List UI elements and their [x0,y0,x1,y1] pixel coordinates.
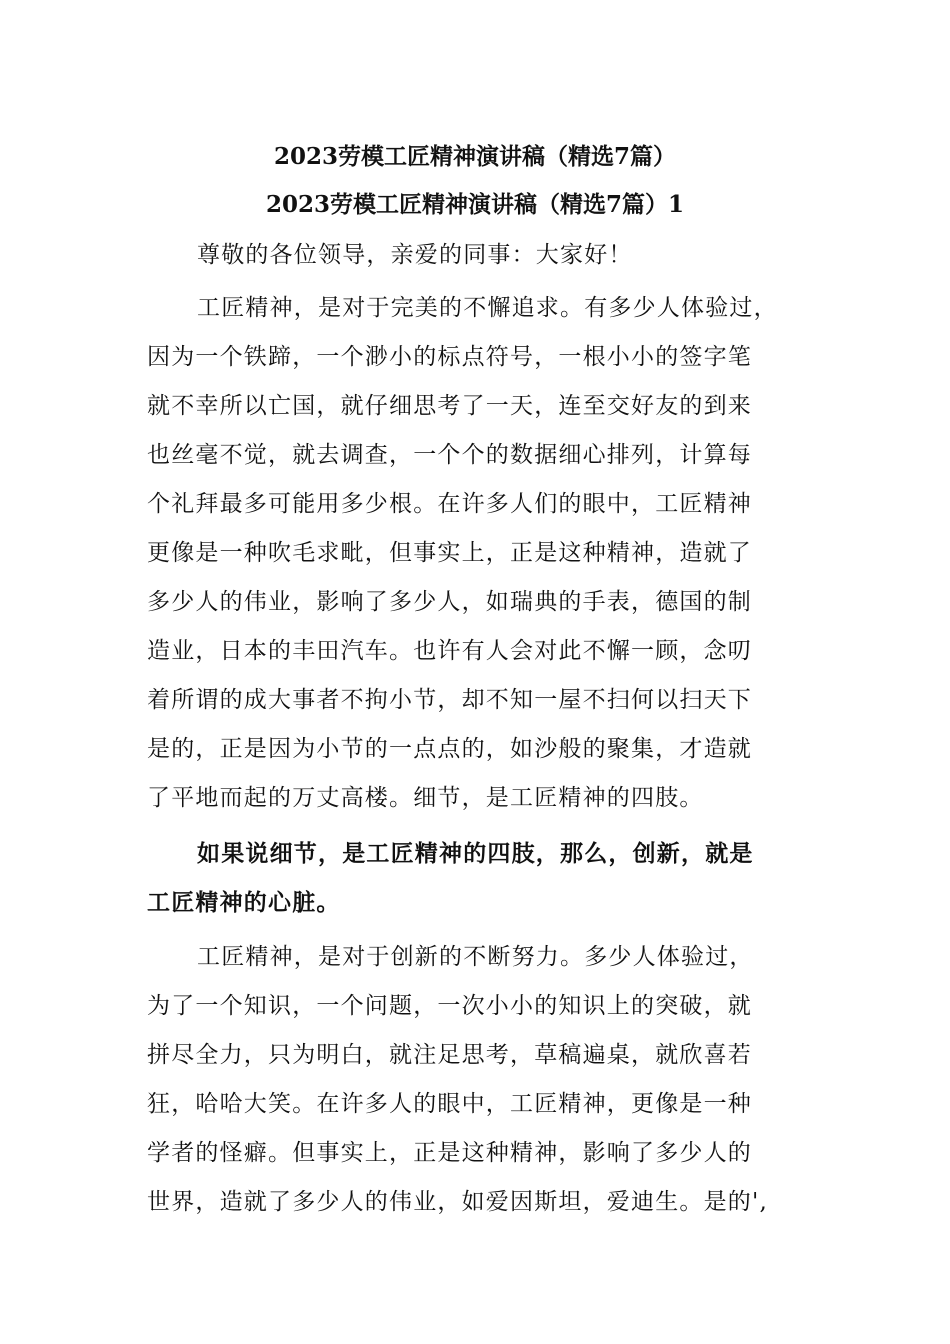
paragraph-line: 也丝毫不觉，就去调查，一个个的数据细心排列，计算每 [147,442,752,468]
paragraph-line: 为了一个知识，一个问题，一次小小的知识上的突破，就 [147,993,752,1019]
section-title: 2023劳模工匠精神演讲稿（精选7篇）1 [265,191,685,218]
paragraph-line: 造业，日本的丰田汽车。也许有人会对此不懈一顾，念叨 [147,638,752,664]
paragraph-line: 了平地而起的万丈高楼。细节，是工匠精神的四肢。 [147,785,704,811]
paragraph-line: 世界，造就了多少人的伟业，如爱因斯坦，爱迪生。是的', [147,1189,769,1215]
document-title: 2023劳模工匠精神演讲稿（精选7篇） [273,143,677,170]
greeting-line: 尊敬的各位领导，亲爱的同事：大家好！ [197,242,633,268]
emphasis-line: 工匠精神的心脏。 [147,889,341,916]
paragraph-line: 工匠精神，是对于完美的不懈追求。有多少人体验过， [197,295,778,321]
paragraph-line: 就不幸所以亡国，就仔细思考了一天，连至交好友的到来 [147,393,752,419]
paragraph-line: 工匠精神，是对于创新的不断努力。多少人体验过， [197,944,754,970]
paragraph-line: 多少人的伟业，影响了多少人，如瑞典的手表，德国的制 [147,589,752,615]
paragraph-line: 是的，正是因为小节的一点点的，如沙般的聚集，才造就 [147,736,752,762]
paragraph-line: 着所谓的成大事者不拘小节，却不知一屋不扫何以扫天下 [147,687,752,713]
paragraph-line: 个礼拜最多可能用多少根。在许多人们的眼中，工匠精神 [147,491,752,517]
paragraph-line: 更像是一种吹毛求毗，但事实上，正是这种精神，造就了 [147,540,752,566]
paragraph-line: 狂，哈哈大笑。在许多人的眼中，工匠精神，更像是一种 [147,1091,752,1117]
paragraph-line: 因为一个铁蹄，一个渺小的标点符号，一根小小的签字笔 [147,344,752,370]
paragraph-line: 拼尽全力，只为明白，就注足思考，草稿遍桌，就欣喜若 [147,1042,752,1068]
paragraph-line: 学者的怪癖。但事实上，正是这种精神，影响了多少人的 [147,1140,752,1166]
emphasis-line: 如果说细节，是工匠精神的四肢，那么，创新，就是 [197,840,754,867]
